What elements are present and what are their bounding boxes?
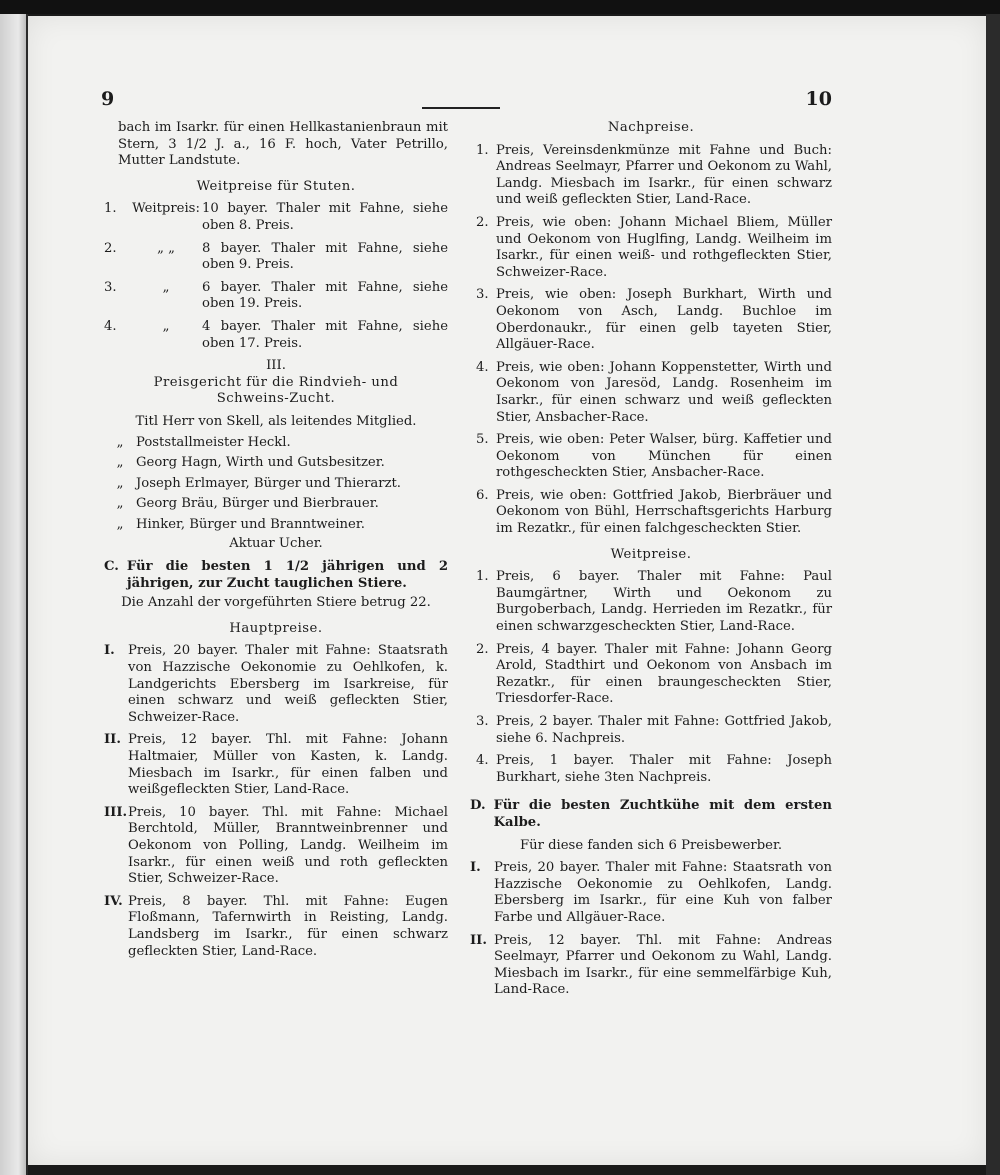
section-d-count: Für diese fanden sich 6 Preisbewerber. <box>519 837 783 853</box>
list-item <box>104 241 448 274</box>
prize-number: III. <box>104 804 128 820</box>
prize-number: II. <box>104 732 121 748</box>
member-text: Joseph Erlmayer, Bürger und Thierarzt. <box>136 475 402 491</box>
list-item <box>104 319 448 352</box>
header-rule <box>422 107 500 109</box>
prize-entry <box>104 894 448 960</box>
member-text: Georg Hagn, Wirth und Gutsbesitzer. <box>136 455 385 471</box>
prize-number: I. <box>470 860 481 876</box>
prize-text: Preis, 1 bayer. Thaler mit Fahne: Joseph Burkhart, siehe 3ten Nachpreis. <box>496 753 832 785</box>
prize-text: Preis, 4 bayer. Thaler mit Fahne: Johann Georg Arold, Stadthirt und Oekonom von Ansbach im Rezatkr., für einen braungescheckten Stier, Triesdorfer-Race. <box>496 641 832 707</box>
section-heading-weitpreise: Weitpreise. <box>610 546 692 562</box>
item-number: 3. <box>104 279 117 295</box>
scan-border-right <box>986 14 1000 1175</box>
actuary-line: Aktuar Ucher. <box>229 536 323 552</box>
prize-entry <box>104 805 448 888</box>
item-text: 10 bayer. Thaler mit Fahne, siehe oben 8. Preis. <box>202 201 448 233</box>
prize-entry <box>470 569 832 635</box>
previous-page-edge <box>0 14 28 1175</box>
page-number-left: 9 <box>101 88 115 110</box>
section-heading-nachpreise: Nachpreise. <box>607 120 695 135</box>
prize-text: Preis, wie oben: Gottfried Jakob, Bierbräuer und Oekonom von Bühl, Herrschaftsgerichts Harburg im Rezatkr., für einen falchgescheckten Stier. <box>496 487 832 537</box>
scan-border-top <box>0 0 1000 14</box>
prize-text: Preis, 8 bayer. Thl. mit Fahne: Eugen Floßmann, Tafernwirth in Reisting, Landg. Landsberg im Isarkr., für einen schwarz gefleckten Stier, Land-Race. <box>128 893 448 959</box>
jury-heading: Preisgericht für die Rindvieh- und Schweins-Zucht. <box>153 374 399 407</box>
item-text: 8 bayer. Thaler mit Fahne, siehe oben 9. Preis. <box>202 240 448 273</box>
ditto-mark: „ <box>116 455 124 471</box>
item-text: 4 bayer. Thaler mit Fahne, siehe oben 17. Preis. <box>202 318 448 351</box>
jury-member-list <box>104 435 448 534</box>
member-text: Poststallmeister Heckl. <box>136 434 291 450</box>
prize-number: 3. <box>476 287 489 303</box>
section-letter: C. <box>104 559 119 575</box>
item-number: 1. <box>104 201 117 217</box>
item-label: „ <box>162 318 170 334</box>
left-column <box>104 120 448 960</box>
prize-entry <box>470 432 832 482</box>
prize-text: Preis, 12 bayer. Thl. mit Fahne: Johann Haltmaier, Müller von Kasten, k. Landg. Miesbach im Isarkr., für einen falben und weißgefleckten Stier, Land-Race. <box>128 732 448 798</box>
prize-text: Preis, wie oben: Johann Michael Bliem, Müller und Oekonom von Huglfing, Landg. Weilheim im Isarkr., für einen weiß- und rothgefleckten Stier, Schweizer-Race. <box>496 214 832 280</box>
prize-number: 2. <box>476 641 489 657</box>
prize-number: 4. <box>476 359 489 375</box>
right-column <box>470 120 832 999</box>
jury-chair: Titl Herr von Skell, als leitendes Mitglied. <box>135 413 417 429</box>
prize-entry <box>470 753 832 786</box>
section-d-title <box>470 798 832 831</box>
item-text: 6 bayer. Thaler mit Fahne, siehe oben 19. Preis. <box>202 279 448 312</box>
prize-number: 2. <box>476 214 489 230</box>
page-number-right: 10 <box>805 88 832 110</box>
prize-entry <box>104 732 448 798</box>
list-item <box>104 496 448 513</box>
prize-number: 5. <box>476 432 489 448</box>
list-item <box>104 455 448 472</box>
list-item <box>104 517 448 534</box>
list-item <box>104 476 448 493</box>
prize-entry <box>104 643 448 726</box>
list-item <box>104 201 448 234</box>
prize-entry <box>470 215 832 281</box>
section-title: Für die besten 1 1/2 jährigen und 2 jährigen, zur Zucht tauglichen Stiere. <box>126 559 448 591</box>
ditto-mark: „ <box>116 516 124 532</box>
prize-text: Preis, 20 bayer. Thaler mit Fahne: Staatsrath von Hazzische Oekonomie zu Oehlkofen, k. Landgerichts Ebersberg im Isarkreise, für einen schwarz und weiß gefleckten Stier, Schweizer-Race. <box>128 643 448 725</box>
prize-text: Preis, 12 bayer. Thl. mit Fahne: Andreas Seelmayr, Pfarrer und Oekonom zu Wahl, Landg. Miesbach im Isarkr., für eine semmelfärbige Kuh, Land-Race. <box>494 932 832 998</box>
member-text: Hinker, Bürger und Branntweiner. <box>136 516 365 532</box>
prize-text: Preis, Vereinsdenkmünze mit Fahne und Buch: Andreas Seelmayr, Pfarrer und Oekonom zu Wahl, Landg. Miesbach im Isarkr., für einen schwarz und weiß gefleckten Stier, Land-Race. <box>496 142 832 208</box>
member-text: Georg Bräu, Bürger und Bierbrauer. <box>136 496 379 512</box>
prize-number: 3. <box>476 714 489 729</box>
prize-text: Preis, 2 bayer. Thaler mit Fahne: Gottfried Jakob, siehe 6. Nachpreis. <box>496 714 832 746</box>
prize-entry <box>470 360 832 426</box>
list-item <box>104 435 448 452</box>
prize-number: 6. <box>476 487 489 503</box>
prize-text: Preis, 20 bayer. Thaler mit Fahne: Staatsrath von Hazzische Oekonomie zu Oehlkofen, Landg. Ebersberg im Isarkr., für eine Kuh von falber Farbe und Allgäuer-Race. <box>494 860 832 925</box>
section-title: Für die besten Zuchtkühe mit dem ersten Kalbe. <box>493 798 832 830</box>
list-item <box>104 280 448 313</box>
prize-number: IV. <box>104 893 123 909</box>
prize-text: Preis, wie oben: Joseph Burkhart, Wirth und Oekonom von Asch, Landg. Buchloe im Oberdonaukr., für einen gelb tayeten Stier, Allgäuer-Race. <box>496 287 832 353</box>
ditto-mark: „ <box>116 496 124 512</box>
section-letter: D. <box>470 798 486 814</box>
weitpreise-stuten-list <box>104 201 448 352</box>
section-heading-hauptpreise: Hauptpreise. <box>229 620 323 636</box>
prize-number: 1. <box>476 142 489 158</box>
item-label: „ <box>162 279 170 295</box>
ditto-mark: „ <box>116 434 124 450</box>
section-c-title <box>104 559 448 592</box>
item-number: 2. <box>104 240 117 256</box>
item-number: 4. <box>104 318 117 334</box>
prize-text: Preis, wie oben: Peter Walser, bürg. Kaffetier und Oekonom von München für einen rothgescheckten Stier, Ansbacher-Race. <box>496 432 832 481</box>
section-c-count: Die Anzahl der vorgeführten Stiere betrug 22. <box>121 595 431 611</box>
section-heading-weitpreise-stuten: Weitpreise für Stuten. <box>196 178 356 194</box>
prize-text: Preis, 6 bayer. Thaler mit Fahne: Paul Baumgärtner, Wirth und Oekonom zu Burgoberbach, Landg. Herrieden im Rezatkr., für einen schwarzgescheckten Stier, Land-Race. <box>496 569 832 635</box>
prize-entry <box>470 642 832 708</box>
ditto-mark: „ <box>116 475 124 491</box>
prize-number: 4. <box>476 753 489 769</box>
continuation-paragraph: bach im Isarkr. für einen Hellkastanienbraun mit Stern, 3 1/2 J. a., 16 F. hoch, Vater Petrillo, Mutter Landstute. <box>118 120 448 169</box>
prize-entry <box>470 488 832 538</box>
prize-entry <box>470 933 832 999</box>
item-label: Weitpreis: <box>132 201 200 217</box>
prize-text: Preis, 10 bayer. Thl. mit Fahne: Michael Berchtold, Müller, Branntweinbrenner und Oekonom von Polling, Landg. Weilheim im Isarkr., für einen weiß und roth gefleckten Stier, Schweizer-Race. <box>128 804 448 887</box>
prize-entry <box>470 714 832 747</box>
prize-entry <box>470 143 832 209</box>
section-numeral: III. <box>266 358 286 374</box>
prize-entry <box>470 287 832 353</box>
prize-number: II. <box>470 932 487 948</box>
prize-text: Preis, wie oben: Johann Koppenstetter, Wirth und Oekonom von Jaresöd, Landg. Rosenheim im Isarkr., für einen schwarz und weiß gefleckten Stier, Ansbacher-Race. <box>496 359 832 425</box>
prize-number: I. <box>104 643 115 659</box>
prize-entry <box>470 860 832 926</box>
item-label: „ „ <box>157 240 175 256</box>
prize-number: 1. <box>476 569 489 585</box>
